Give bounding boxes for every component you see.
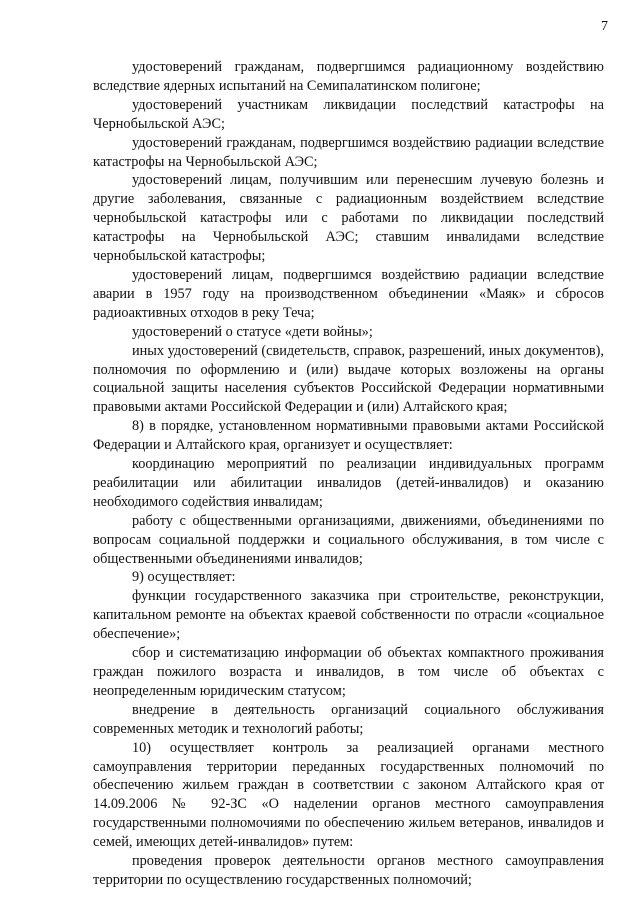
document-body	[93, 58, 604, 890]
paragraph-information-collection: сбор и систематизацию информации об объектах компактного проживания граждан пожилого возраста и инвалидов, в том числе об объектах с неопределенным юридическим статусом;	[93, 645, 604, 699]
paragraph-chernobyl-liquidators-certificates: удостоверений участникам ликвидации последствий катастрофы на Чернобыльской АЭС;	[93, 96, 604, 132]
page-number: 7	[601, 19, 608, 34]
paragraph-radiation-sickness-certificates: удостоверений лицам, получившим или перенесшим лучевую болезнь и другие заболевания, связанные с радиационным воздействием вследствие чернобыльской катастрофы или с работами по ликвидации последствий катастрофы на Чернобыльской АЭС; ставшим инвалидами вследствие чернобыльской катастрофы;	[93, 172, 604, 265]
paragraph-item-10: 10) осуществляет контроль за реализацией органами местного самоуправления территории переданных государственных полномочий по обеспечению жильем граждан в соответствии с законом Алтайского края от 14.09.2006 № 92-ЗС «О наделении органов местного самоуправления государственными полномочиями по обеспечению жильем ветеранов, инвалидов и семей, имеющих детей-инвалидов» путем:	[93, 739, 604, 851]
paragraph-chernobyl-radiation-certificates: удостоверений гражданам, подвергшимся воздействию радиации вследствие катастрофы на Чернобыльской АЭС;	[93, 134, 604, 170]
paragraph-other-certificates: иных удостоверений (свидетельств, справок, разрешений, иных документов), полномочия по оформлению и (или) выдаче которых возложены на органы социальной защиты населения субъектов Российской Федерации нормативными правовыми актами Российской Федерации и (или) Алтайского края;	[93, 342, 604, 416]
paragraph-item-8: 8) в порядке, установленном нормативными правовыми актами Российской Федерации и Алтайского края, организует и осуществляет:	[93, 418, 604, 454]
paragraph-item-9: 9) осуществляет:	[132, 569, 236, 586]
paragraph-war-children-certificates: удостоверений о статусе «дети войны»;	[132, 323, 373, 340]
paragraph-public-organizations: работу с общественными организациями, движениями, объединениями по вопросам социальной поддержки и социального обслуживания, в том числе с общественными объединениями инвалидов;	[93, 512, 604, 567]
paragraph-semipalatinsk-certificates: удостоверений гражданам, подвергшимся радиационному воздействию вследствие ядерных испытаний на Семипалатинском полигоне;	[93, 59, 604, 94]
paragraph-mayak-certificates: удостоверений лицам, подвергшимся воздействию радиации вследствие аварии в 1957 году на производственном объединении «Маяк» и сбросов радиоактивных отходов в реку Теча;	[93, 266, 604, 321]
paragraph-rehabilitation-coordination: координацию мероприятий по реализации индивидуальных программ реабилитации или абилитации инвалидов (детей-инвалидов) и оказанию необходимого содействия инвалидам;	[93, 456, 604, 510]
paragraph-inspections: проведения проверок деятельности органов местного самоуправления территории по осуществлению государственных полномочий;	[93, 853, 604, 888]
paragraph-state-customer-functions: функции государственного заказчика при строительстве, реконструкции, капитальном ремонте на объектах краевой собственности по отрасли «социальное обеспечение»;	[93, 588, 604, 643]
paragraph-methods-implementation: внедрение в деятельность организаций социального обслуживания современных методик и технологий работы;	[93, 701, 604, 737]
